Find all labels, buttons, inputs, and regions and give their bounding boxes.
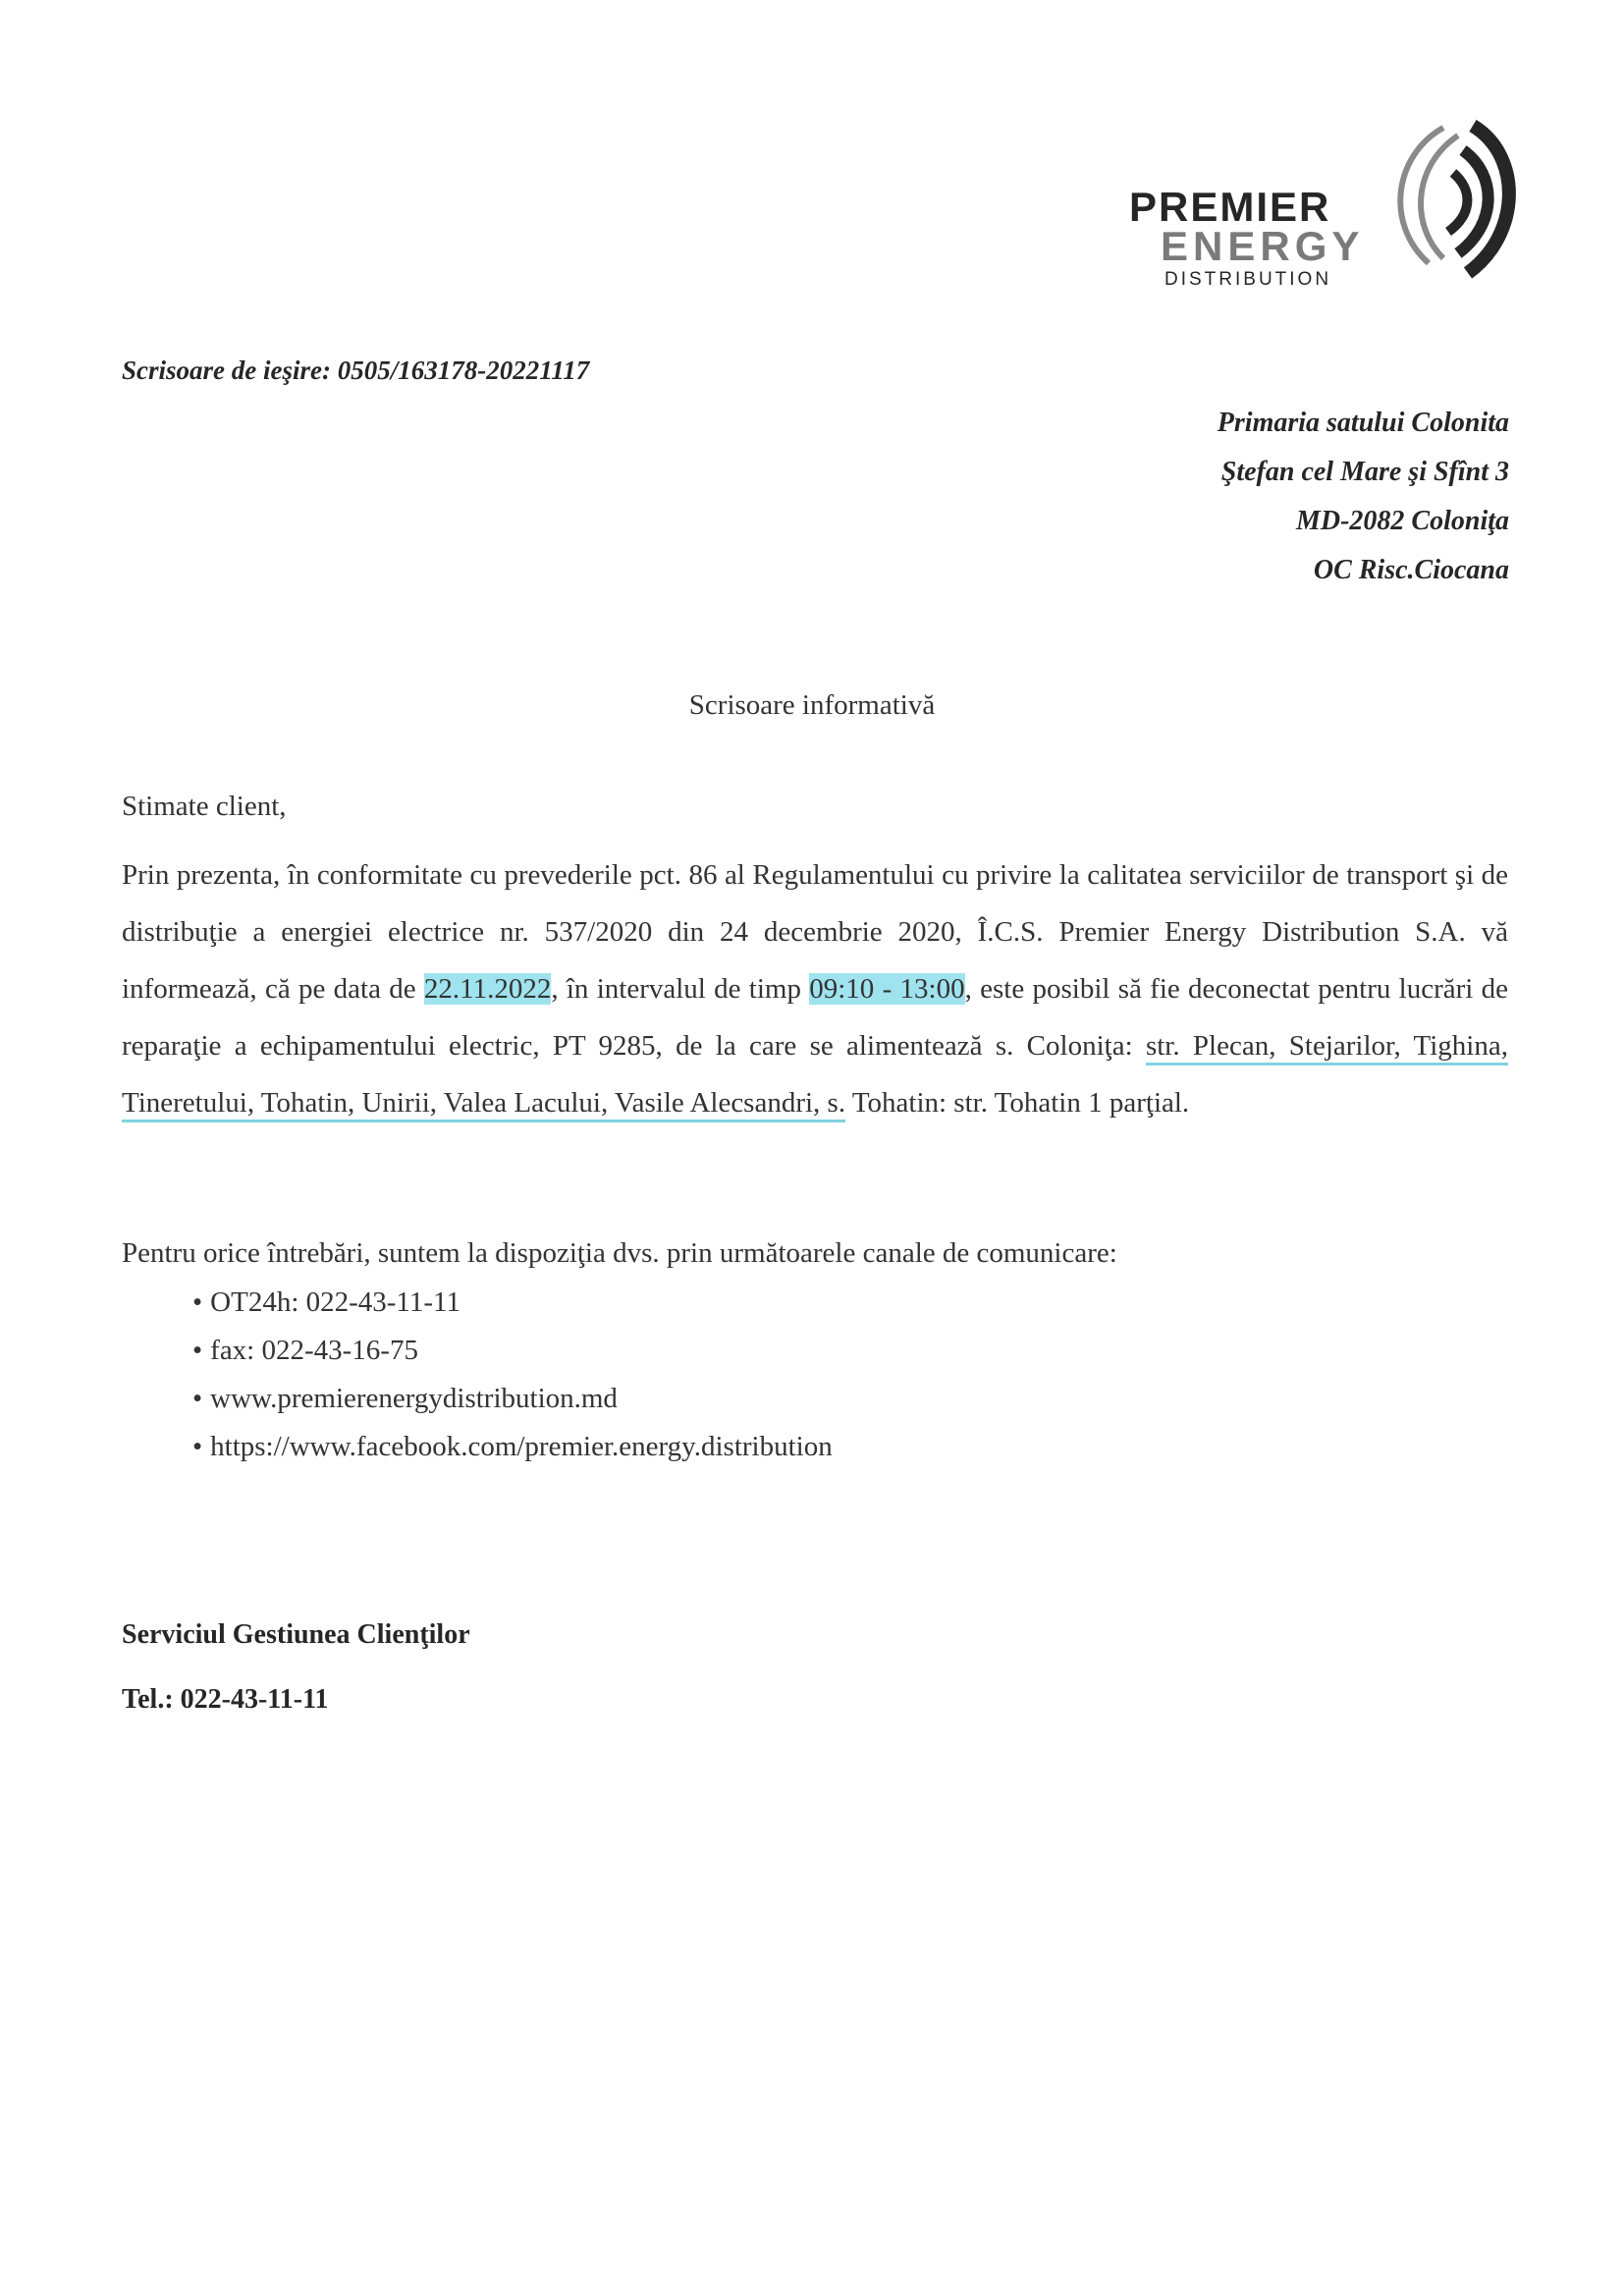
logo-text-energy: ENERGY xyxy=(1161,223,1365,269)
contact-item-facebook: • https://www.facebook.com/premier.energy.distribution xyxy=(192,1423,833,1471)
signature-phone: Tel.: 022-43-11-11 xyxy=(122,1684,329,1715)
premier-energy-logo xyxy=(1129,116,1522,293)
letter-subject: Scrisoare informativă xyxy=(688,689,936,721)
recipient-name: Primaria satului Colonita xyxy=(1217,408,1509,438)
contact-item-website: • www.premierenergydistribution.md xyxy=(192,1375,833,1423)
logo-text-premier: PREMIER xyxy=(1129,184,1331,230)
affected-streets: str. Plecan, Stejarilor, Tighina, Tineretului, Tohatin, Unirii, Valea Lacului, Vasile Alecsandri, s. xyxy=(122,1030,1508,1119)
logo-text-distribution: DISTRIBUTION xyxy=(1164,269,1332,290)
body-text-part-4: Tohatin: str. Tohatin 1 parţial. xyxy=(845,1087,1190,1119)
signature-department: Serviciul Gestiunea Clienţilor xyxy=(122,1619,470,1650)
outage-date: 22.11.2022 xyxy=(423,973,552,1005)
outgoing-letter-reference: Scrisoare de ieşire: 0505/163178-20221117 xyxy=(122,355,590,385)
recipient-street: Ştefan cel Mare şi Sfînt 3 xyxy=(1220,457,1509,487)
body-text-part-3: , este posibil să fie deconectat pentru lucrări de reparaţie a echipamentului electric, PT 9285, de la care se alimentează s. Coloniţa: xyxy=(122,973,1508,1062)
recipient-office: OC Risc.Ciocana xyxy=(1313,555,1509,585)
body-text-part-1: Prin prezenta, în conformitate cu prevederile pct. 86 al Regulamentului cu privire la calitatea serviciilor de transport şi de distribuţie a energiei electrice nr. 537/2020 din 24 decembrie 2020, Î.C.S. Premier Energy Distribution S.A. vă informează, că pe data de xyxy=(122,859,1508,1005)
body-text-part-2: , în intervalul de timp xyxy=(551,973,810,1005)
recipient-postal-code: MD-2082 Coloniţa xyxy=(1295,506,1509,536)
recipient-address xyxy=(1218,399,1509,595)
signature-block xyxy=(122,1603,470,1732)
greeting: Stimate client, xyxy=(122,791,287,822)
letter-body xyxy=(122,847,1508,1131)
contact-intro: Pentru orice întrebări, suntem la dispoziţia dvs. prin următoarele canale de comunicare: xyxy=(122,1237,1117,1269)
contact-item-fax: • fax: 022-43-16-75 xyxy=(192,1327,833,1375)
contact-item-phone: • OT24h: 022-43-11-11 xyxy=(192,1279,833,1327)
contact-list xyxy=(192,1279,833,1471)
swirl-logo-icon xyxy=(1375,116,1522,283)
outage-time-interval: 09:10 - 13:00 xyxy=(809,973,965,1005)
